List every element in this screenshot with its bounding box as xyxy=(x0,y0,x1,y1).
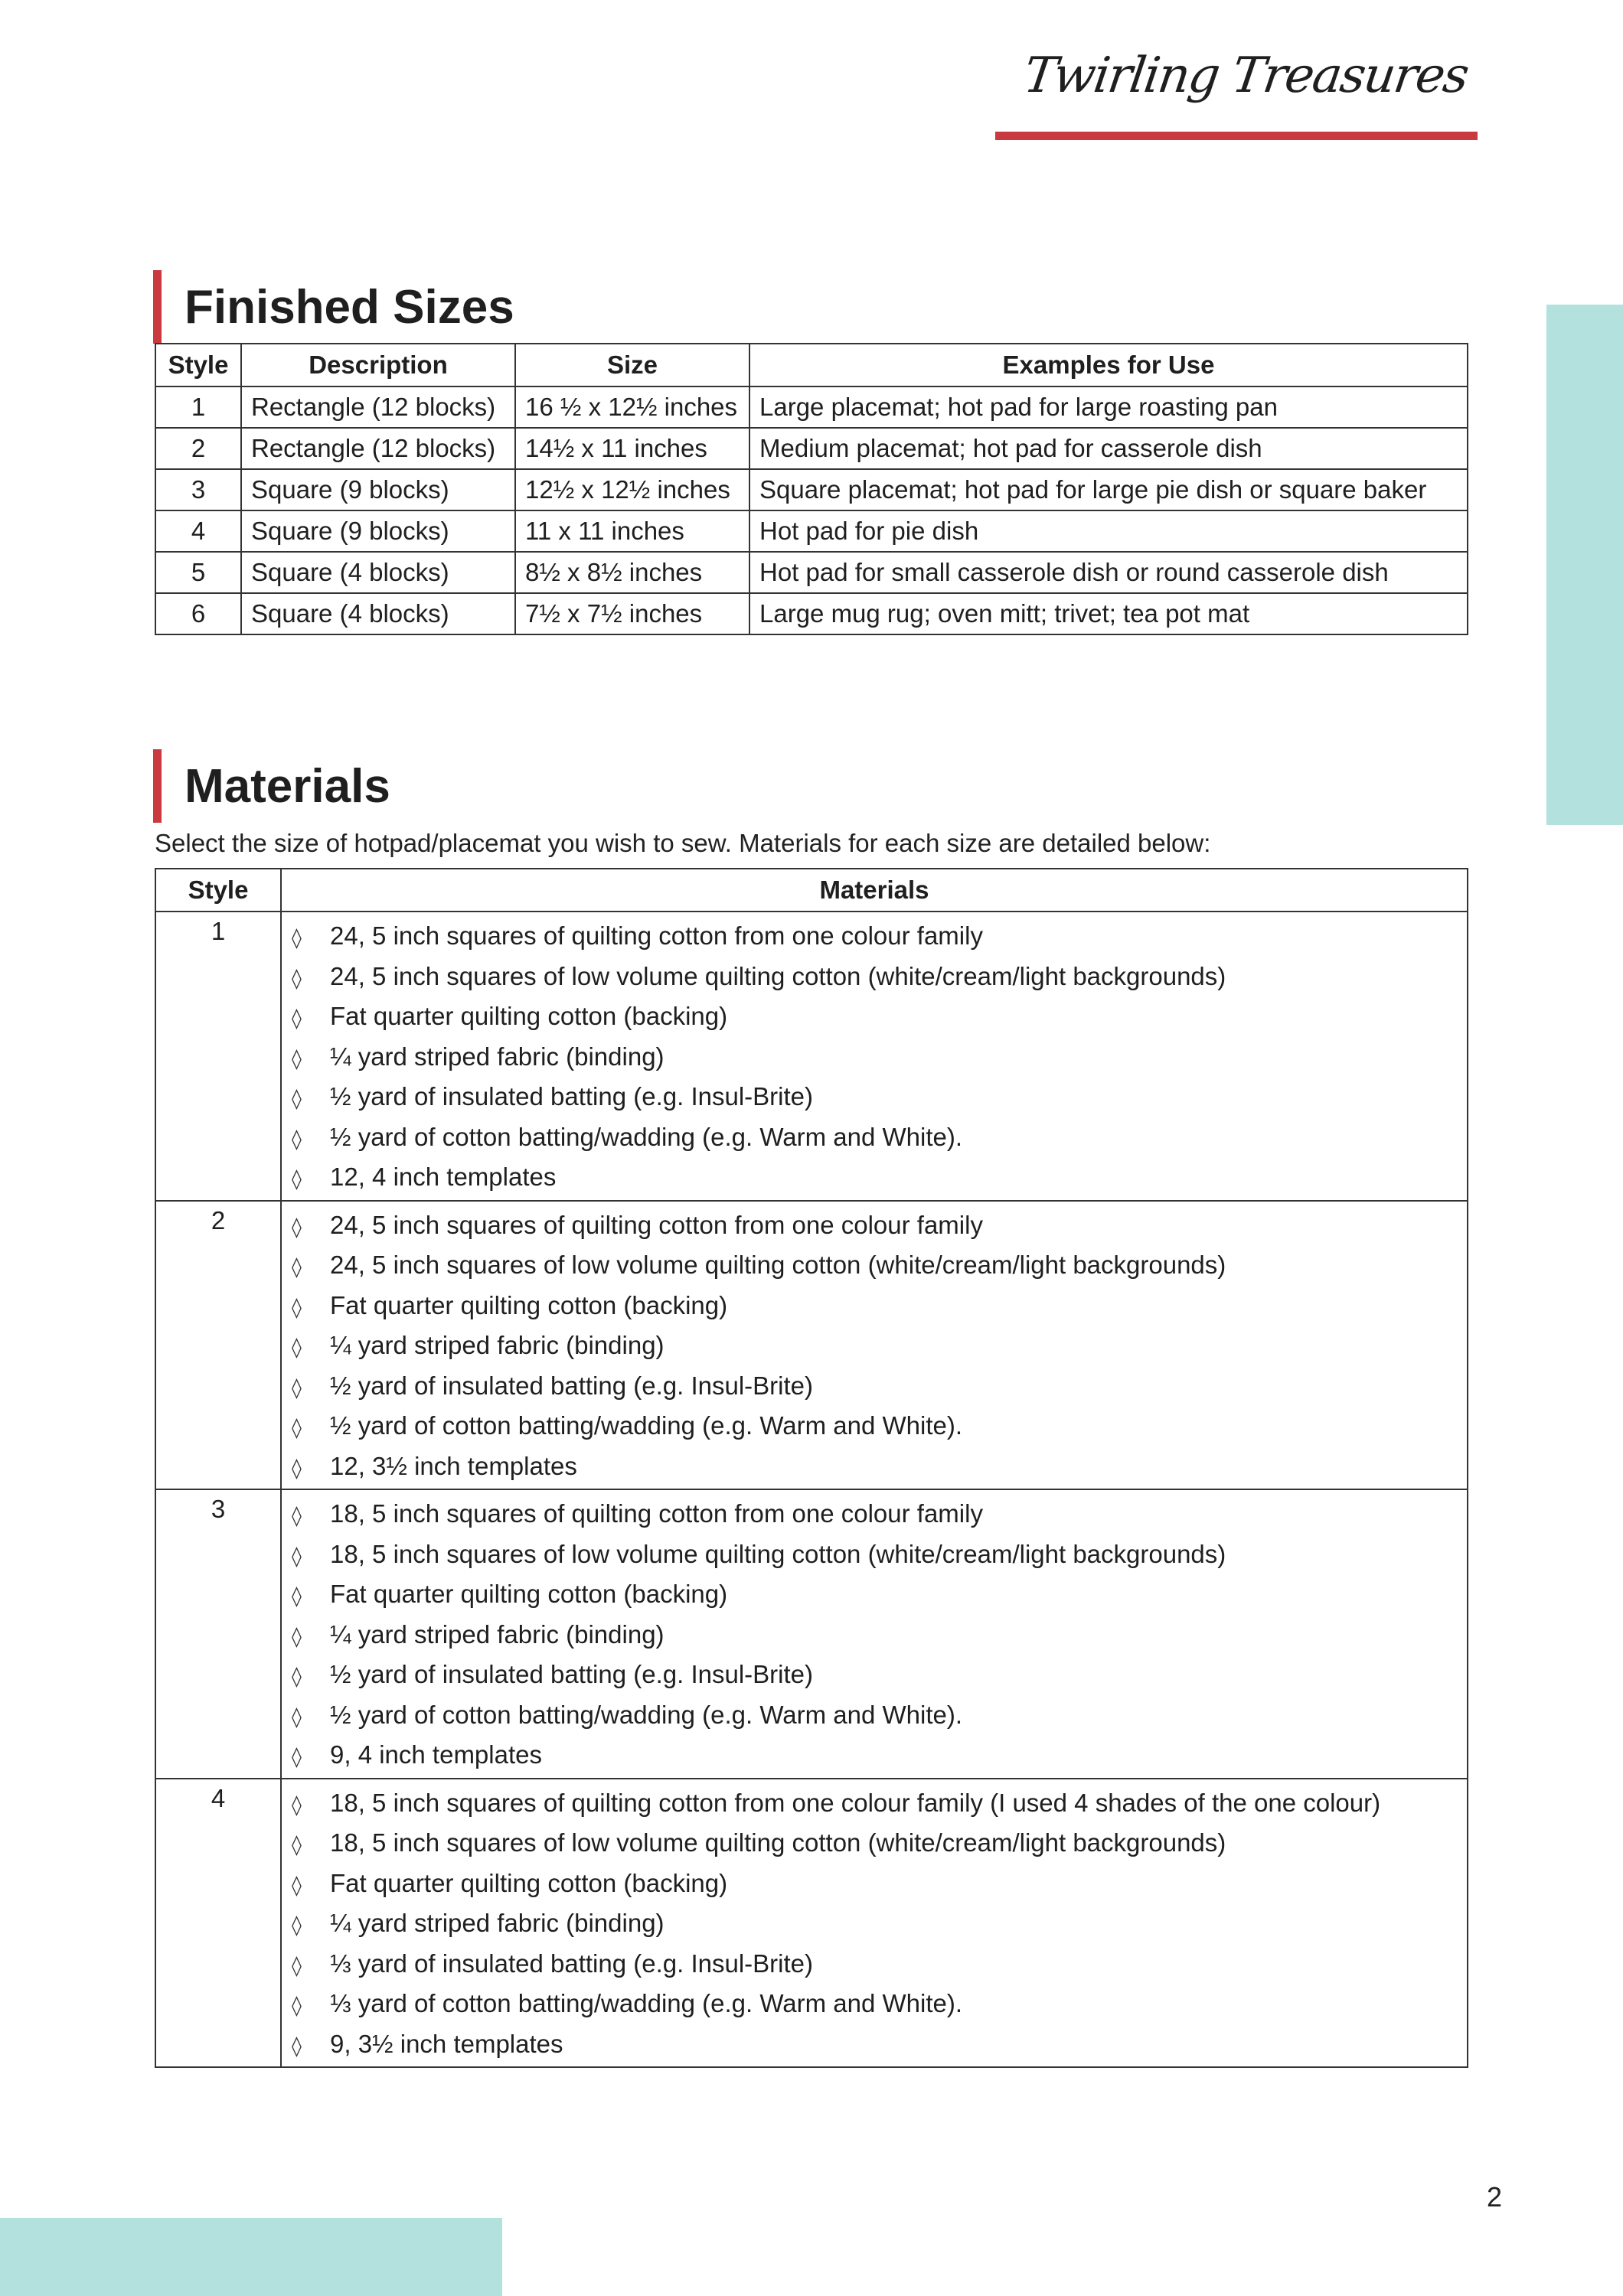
cell-style: 2 xyxy=(155,428,241,469)
table-row xyxy=(155,469,1468,510)
cell-materials xyxy=(281,912,1468,1201)
diamond-bullet-icon: ◊ xyxy=(292,1544,302,1568)
list-item xyxy=(292,1695,1466,1736)
list-item xyxy=(292,1984,1466,2024)
col-header-size: Size xyxy=(515,344,749,386)
material-text: 24, 5 inch squares of quilting cotton from one colour family xyxy=(330,1210,983,1239)
cell-examples: Square placemat; hot pad for large pie dish or square baker xyxy=(749,469,1468,510)
list-item xyxy=(292,1903,1466,1944)
table-row xyxy=(155,510,1468,552)
diamond-bullet-icon: ◊ xyxy=(292,2034,302,2058)
cell-examples: Hot pad for pie dish xyxy=(749,510,1468,552)
material-text: ⅓ yard of cotton batting/wadding (e.g. Warm and White). xyxy=(330,1989,963,2017)
page-number: 2 xyxy=(1486,2181,1502,2213)
diamond-bullet-icon: ◊ xyxy=(292,1505,302,1528)
list-item xyxy=(292,2024,1466,2065)
material-text: 9, 4 inch templates xyxy=(330,1740,542,1769)
material-text: 9, 3½ inch templates xyxy=(330,2029,563,2058)
material-text: Fat quarter quilting cotton (backing) xyxy=(330,1580,728,1608)
list-item xyxy=(292,1205,1466,1246)
table-header-row xyxy=(155,344,1468,386)
cell-materials xyxy=(281,1779,1468,2068)
diamond-bullet-icon: ◊ xyxy=(292,1376,302,1400)
list-item xyxy=(292,1326,1466,1366)
cell-style: 3 xyxy=(155,1489,281,1779)
list-item xyxy=(292,1534,1466,1575)
diamond-bullet-icon: ◊ xyxy=(292,1834,302,1857)
diamond-bullet-icon: ◊ xyxy=(292,1215,302,1239)
cell-examples: Medium placemat; hot pad for casserole dish xyxy=(749,428,1468,469)
cell-description: Rectangle (12 blocks) xyxy=(241,386,515,428)
table-row xyxy=(155,593,1468,634)
material-text: 24, 5 inch squares of low volume quilting cotton (white/cream/light backgrounds) xyxy=(330,961,1226,990)
materials-table xyxy=(155,868,1468,2068)
table-row xyxy=(155,386,1468,428)
col-header-style: Style xyxy=(155,869,281,912)
materials-heading: Materials xyxy=(153,749,390,823)
list-item xyxy=(292,1655,1466,1695)
cell-materials xyxy=(281,1489,1468,1779)
material-text: ¼ yard striped fabric (binding) xyxy=(330,1042,665,1071)
material-text: 18, 5 inch squares of low volume quilting cotton (white/cream/light backgrounds) xyxy=(330,1828,1226,1857)
cell-style: 4 xyxy=(155,1779,281,2068)
material-text: 18, 5 inch squares of quilting cotton from one colour family (I used 4 shades of the one colour) xyxy=(330,1788,1381,1817)
col-header-style: Style xyxy=(155,344,241,386)
cell-style: 5 xyxy=(155,552,241,593)
col-header-materials: Materials xyxy=(281,869,1468,912)
table-row xyxy=(155,552,1468,593)
cell-style: 3 xyxy=(155,469,241,510)
cell-style: 6 xyxy=(155,593,241,634)
cell-description: Square (9 blocks) xyxy=(241,469,515,510)
footer-band-decoration xyxy=(0,2218,502,2296)
materials-list xyxy=(282,913,1466,1199)
cell-materials xyxy=(281,1201,1468,1490)
diamond-bullet-icon: ◊ xyxy=(292,1793,302,1817)
table-row xyxy=(155,1201,1468,1490)
cell-size: 14½ x 11 inches xyxy=(515,428,749,469)
diamond-bullet-icon: ◊ xyxy=(292,1585,302,1608)
list-item xyxy=(292,1406,1466,1446)
list-item xyxy=(292,1944,1466,1985)
material-text: 18, 5 inch squares of quilting cotton from one colour family xyxy=(330,1499,983,1528)
diamond-bullet-icon: ◊ xyxy=(292,1665,302,1688)
brand-underline xyxy=(995,132,1478,140)
cell-description: Square (9 blocks) xyxy=(241,510,515,552)
diamond-bullet-icon: ◊ xyxy=(292,1746,302,1769)
list-item xyxy=(292,1864,1466,1904)
finished-sizes-table xyxy=(155,343,1468,635)
materials-list xyxy=(282,1491,1466,1777)
material-text: ¼ yard striped fabric (binding) xyxy=(330,1909,665,1937)
list-item xyxy=(292,957,1466,997)
material-text: Fat quarter quilting cotton (backing) xyxy=(330,1290,728,1319)
diamond-bullet-icon: ◊ xyxy=(292,1336,302,1359)
cell-style: 1 xyxy=(155,386,241,428)
list-item xyxy=(292,1574,1466,1615)
diamond-bullet-icon: ◊ xyxy=(292,967,302,990)
brand-logo xyxy=(995,47,1478,132)
list-item xyxy=(292,1117,1466,1158)
material-text: Fat quarter quilting cotton (backing) xyxy=(330,1868,728,1897)
material-text: ⅓ yard of insulated batting (e.g. Insul-Brite) xyxy=(330,1949,813,1978)
side-tab-decoration xyxy=(1546,305,1623,825)
diamond-bullet-icon: ◊ xyxy=(292,1954,302,1978)
col-header-examples: Examples for Use xyxy=(749,344,1468,386)
diamond-bullet-icon: ◊ xyxy=(292,1256,302,1279)
material-text: ½ yard of insulated batting (e.g. Insul-Brite) xyxy=(330,1660,813,1688)
diamond-bullet-icon: ◊ xyxy=(292,1168,302,1191)
material-text: ¼ yard striped fabric (binding) xyxy=(330,1619,665,1649)
material-text: 24, 5 inch squares of low volume quilting cotton (white/cream/light backgrounds) xyxy=(330,1251,1226,1279)
cell-description: Square (4 blocks) xyxy=(241,593,515,634)
brand-title: Twirling Treasures xyxy=(1020,47,1471,104)
materials-list xyxy=(282,1780,1466,2066)
diamond-bullet-icon: ◊ xyxy=(292,1296,302,1319)
list-item xyxy=(292,916,1466,957)
list-item xyxy=(292,1245,1466,1286)
material-text: ¼ yard striped fabric (binding) xyxy=(330,1331,665,1359)
list-item xyxy=(292,1157,1466,1198)
material-text: ½ yard of cotton batting/wadding (e.g. Warm and White). xyxy=(330,1700,963,1729)
table-row xyxy=(155,428,1468,469)
cell-examples: Hot pad for small casserole dish or round casserole dish xyxy=(749,552,1468,593)
cell-examples: Large placemat; hot pad for large roasting pan xyxy=(749,386,1468,428)
cell-style: 4 xyxy=(155,510,241,552)
diamond-bullet-icon: ◊ xyxy=(292,1705,302,1729)
cell-style: 1 xyxy=(155,912,281,1201)
list-item xyxy=(292,1077,1466,1117)
diamond-bullet-icon: ◊ xyxy=(292,1994,302,2017)
cell-style: 2 xyxy=(155,1201,281,1490)
list-item xyxy=(292,1286,1466,1326)
table-row xyxy=(155,1489,1468,1779)
list-item xyxy=(292,1366,1466,1407)
cell-size: 7½ x 7½ inches xyxy=(515,593,749,634)
materials-intro: Select the size of hotpad/placemat you wish to sew. Materials for each size are detailed below: xyxy=(155,829,1211,857)
diamond-bullet-icon: ◊ xyxy=(292,1914,302,1937)
cell-size: 16 ½ x 12½ inches xyxy=(515,386,749,428)
material-text: ½ yard of cotton batting/wadding (e.g. Warm and White). xyxy=(330,1122,963,1151)
list-item xyxy=(292,1037,1466,1078)
diamond-bullet-icon: ◊ xyxy=(292,1625,302,1649)
cell-size: 11 x 11 inches xyxy=(515,510,749,552)
diamond-bullet-icon: ◊ xyxy=(292,1127,302,1151)
list-item xyxy=(292,1783,1466,1824)
list-item xyxy=(292,996,1466,1037)
list-item xyxy=(292,1615,1466,1655)
material-text: ½ yard of insulated batting (e.g. Insul-Brite) xyxy=(330,1082,813,1110)
material-text: ½ yard of cotton batting/wadding (e.g. Warm and White). xyxy=(330,1411,963,1440)
diamond-bullet-icon: ◊ xyxy=(292,1874,302,1897)
diamond-bullet-icon: ◊ xyxy=(292,1007,302,1030)
cell-description: Rectangle (12 blocks) xyxy=(241,428,515,469)
material-text: 18, 5 inch squares of low volume quilting cotton (white/cream/light backgrounds) xyxy=(330,1539,1226,1568)
table-row xyxy=(155,912,1468,1201)
list-item xyxy=(292,1735,1466,1776)
cell-examples: Large mug rug; oven mitt; trivet; tea pot mat xyxy=(749,593,1468,634)
materials-list xyxy=(282,1202,1466,1489)
material-text: ½ yard of insulated batting (e.g. Insul-Brite) xyxy=(330,1371,813,1400)
cell-description: Square (4 blocks) xyxy=(241,552,515,593)
list-item xyxy=(292,1823,1466,1864)
list-item xyxy=(292,1494,1466,1534)
material-text: 24, 5 inch squares of quilting cotton from one colour family xyxy=(330,921,983,950)
cell-size: 12½ x 12½ inches xyxy=(515,469,749,510)
material-text: Fat quarter quilting cotton (backing) xyxy=(330,1002,728,1030)
diamond-bullet-icon: ◊ xyxy=(292,1456,302,1480)
diamond-bullet-icon: ◊ xyxy=(292,1088,302,1110)
material-text: 12, 3½ inch templates xyxy=(330,1451,577,1480)
cell-size: 8½ x 8½ inches xyxy=(515,552,749,593)
diamond-bullet-icon: ◊ xyxy=(292,1047,302,1071)
finished-sizes-heading: Finished Sizes xyxy=(153,270,514,344)
table-row xyxy=(155,1779,1468,2068)
col-header-description: Description xyxy=(241,344,515,386)
material-text: 12, 4 inch templates xyxy=(330,1163,557,1191)
diamond-bullet-icon: ◊ xyxy=(292,1417,302,1440)
table-header-row xyxy=(155,869,1468,912)
list-item xyxy=(292,1446,1466,1487)
diamond-bullet-icon: ◊ xyxy=(292,927,302,950)
